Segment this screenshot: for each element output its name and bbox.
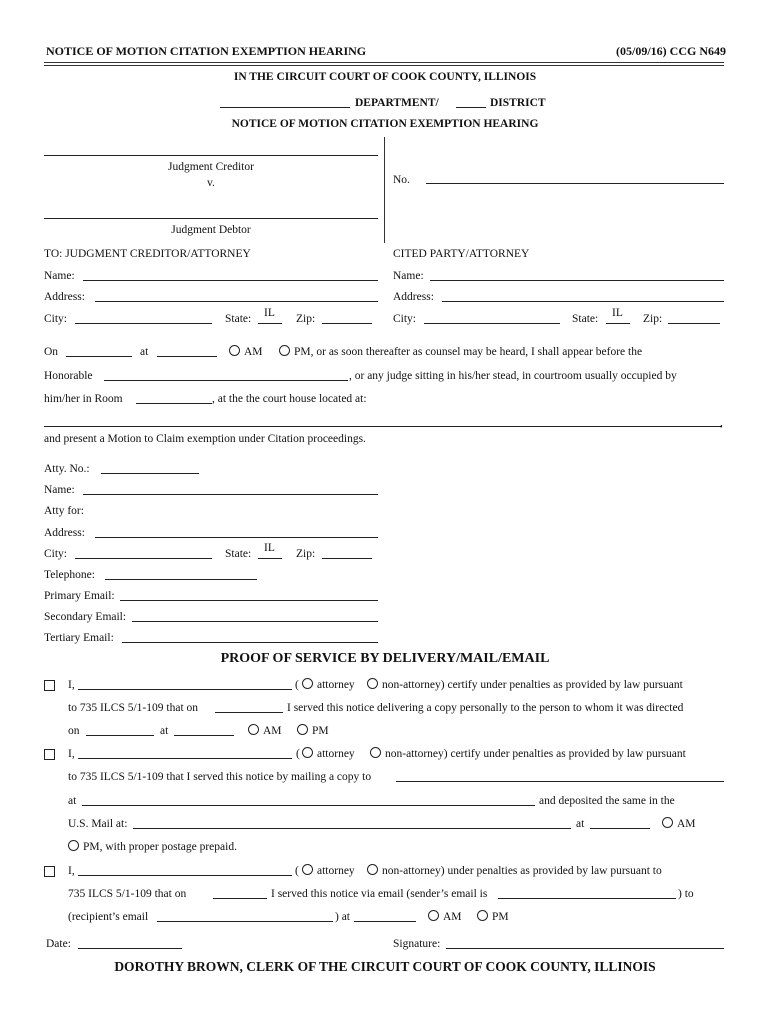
delivery-non-attorney-option[interactable]: [367, 678, 683, 692]
mail-non-attorney-option[interactable]: [370, 747, 686, 761]
email-attorney-label: attorney: [317, 865, 355, 877]
creditor-state-field[interactable]: [258, 323, 282, 324]
creditor-city-field[interactable]: [75, 323, 212, 324]
atty-zip-field[interactable]: [322, 558, 372, 559]
delivery-on-label: on: [68, 725, 80, 737]
primary-email-label: Primary Email:: [44, 590, 115, 602]
cited-party-heading: CITED PARTY/ATTORNEY: [393, 248, 530, 260]
cited-zip-field[interactable]: [668, 323, 720, 324]
address-comma: ,: [720, 417, 723, 429]
non-attorney-radio-icon[interactable]: [370, 747, 381, 758]
mail-location-field[interactable]: [133, 828, 571, 829]
email-to-text: ) to: [678, 888, 694, 900]
courthouse-label: , at the the court house located at:: [212, 393, 367, 405]
email-name-field[interactable]: [78, 875, 292, 876]
pm-radio-icon[interactable]: [68, 840, 79, 851]
email-attorney-option[interactable]: [302, 864, 355, 878]
email-non-attorney-option[interactable]: [367, 864, 662, 878]
email-paren-open: (: [295, 865, 299, 877]
cited-city-label: City:: [393, 313, 417, 325]
email-served-date-field[interactable]: [213, 898, 267, 899]
mail-paren-open: (: [296, 748, 300, 760]
hearing-date-field[interactable]: [66, 356, 132, 357]
delivery-checkbox[interactable]: [44, 680, 55, 691]
mail-recipient-field[interactable]: [396, 781, 724, 782]
atty-address-field[interactable]: [95, 537, 378, 538]
department-label: DEPARTMENT/: [355, 97, 439, 109]
cited-address-label: Address:: [393, 291, 434, 303]
mail-name-field[interactable]: [78, 758, 292, 759]
judgment-creditor-field[interactable]: [44, 155, 378, 156]
notice-title: NOTICE OF MOTION CITATION EXEMPTION HEARING: [231, 118, 539, 130]
mail-time-field[interactable]: [590, 828, 650, 829]
deposited-text: and deposited the same in the: [539, 795, 675, 807]
atty-zip-label: Zip:: [296, 548, 316, 560]
cited-name-label: Name:: [393, 270, 424, 282]
mail-am-option[interactable]: [662, 817, 696, 831]
hearing-pm-option[interactable]: [279, 345, 642, 359]
delivery-at-label: at: [160, 725, 169, 737]
court-name: IN THE CIRCUIT COURT OF COOK COUNTY, ILLINOIS: [233, 71, 537, 83]
delivery-pm-label: PM: [312, 725, 329, 737]
signature-field[interactable]: [446, 948, 724, 949]
creditor-city-label: City:: [44, 313, 68, 325]
recipient-email-field[interactable]: [157, 921, 333, 922]
creditor-address-field[interactable]: [95, 301, 378, 302]
atty-name-label: Name:: [44, 484, 75, 496]
mail-pm-postage-text: PM, with proper postage prepaid.: [83, 841, 237, 853]
pm-radio-icon[interactable]: [477, 910, 488, 921]
judgment-creditor-label: Judgment Creditor: [168, 161, 254, 173]
mail-attorney-label: attorney: [317, 748, 355, 760]
primary-email-field[interactable]: [120, 600, 378, 601]
email-i-label: I,: [68, 865, 75, 877]
email-statute-text: 735 ILCS 5/1-109 that on: [68, 888, 187, 900]
delivery-name-field[interactable]: [78, 689, 292, 690]
mail-attorney-option[interactable]: [302, 747, 355, 761]
email-am-option[interactable]: [428, 910, 462, 924]
creditor-state-label: State:: [225, 313, 252, 325]
delivery-on-field[interactable]: [86, 735, 154, 736]
delivery-am-option[interactable]: [248, 724, 282, 738]
room-label: him/her in Room: [44, 393, 123, 405]
creditor-name-field[interactable]: [83, 280, 378, 281]
creditor-zip-field[interactable]: [322, 323, 372, 324]
cited-zip-label: Zip:: [643, 313, 663, 325]
delivery-time-field[interactable]: [174, 735, 234, 736]
header-rule-bottom: [44, 65, 724, 66]
judge-name-field[interactable]: [104, 380, 348, 381]
cited-address-field[interactable]: [442, 301, 724, 302]
attorney-radio-icon[interactable]: [302, 678, 313, 689]
tertiary-email-field[interactable]: [122, 642, 378, 643]
hearing-am-label: AM: [244, 346, 263, 358]
am-radio-icon[interactable]: [248, 724, 259, 735]
parties-divider: [384, 137, 385, 243]
delivery-attorney-option[interactable]: [302, 678, 355, 692]
pm-radio-icon[interactable]: [297, 724, 308, 735]
cited-state-value: IL: [612, 307, 623, 319]
am-radio-icon[interactable]: [428, 910, 439, 921]
email-non-attorney-text: non-attorney) under penalties as provided by law pursuant to: [382, 865, 662, 877]
room-field[interactable]: [136, 403, 212, 404]
creditor-zip-label: Zip:: [296, 313, 316, 325]
form-title: NOTICE OF MOTION CITATION EXEMPTION HEARING: [46, 44, 367, 58]
judgment-debtor-field[interactable]: [44, 218, 378, 219]
telephone-field[interactable]: [105, 579, 257, 580]
secondary-email-field[interactable]: [132, 621, 378, 622]
atty-state-label: State:: [225, 548, 252, 560]
attorney-radio-icon[interactable]: [302, 864, 313, 875]
creditor-attorney-heading: TO: JUDGMENT CREDITOR/ATTORNEY: [44, 248, 251, 260]
non-attorney-radio-icon[interactable]: [367, 678, 378, 689]
atty-city-field[interactable]: [75, 558, 212, 559]
hearing-time-field[interactable]: [157, 356, 217, 357]
case-no-label: No.: [393, 174, 410, 186]
creditor-name-label: Name:: [44, 270, 75, 282]
mail-i-label: I,: [68, 748, 75, 760]
mail-address-field[interactable]: [82, 805, 535, 806]
pm-radio-icon[interactable]: [279, 345, 290, 356]
mail-checkbox[interactable]: [44, 749, 55, 760]
us-mail-label: U.S. Mail at:: [68, 818, 128, 830]
atty-no-field[interactable]: [101, 473, 199, 474]
atty-no-label: Atty. No.:: [44, 463, 90, 475]
delivery-am-label: AM: [263, 725, 282, 737]
email-time-field[interactable]: [354, 921, 416, 922]
on-label: On: [44, 346, 59, 358]
mail-non-attorney-text: non-attorney) certify under penalties as provided by law pursuant: [385, 748, 686, 760]
honorable-label: Honorable: [44, 370, 93, 382]
tertiary-email-label: Tertiary Email:: [44, 632, 114, 644]
judgment-debtor-label: Judgment Debtor: [171, 224, 251, 236]
creditor-state-value: IL: [264, 307, 275, 319]
delivery-pm-option[interactable]: [297, 724, 329, 738]
email-pm-label: PM: [492, 911, 509, 923]
judge-stead-text: , or any judge sitting in his/her stead, in courtroom usually occupied by: [349, 370, 677, 382]
telephone-label: Telephone:: [44, 569, 95, 581]
mail-pm-option[interactable]: [68, 840, 237, 854]
am-radio-icon[interactable]: [662, 817, 673, 828]
email-am-label: AM: [443, 911, 462, 923]
atty-for-label: Atty for:: [44, 505, 84, 517]
form-code: (05/09/16) CCG N649: [616, 44, 726, 58]
mail-at-label: at: [68, 795, 77, 807]
clerk-footer: DOROTHY BROWN, CLERK OF THE CIRCUIT COURT OF COOK COUNTY, ILLINOIS: [114, 959, 656, 974]
email-pm-option[interactable]: [477, 910, 509, 924]
am-radio-icon[interactable]: [229, 345, 240, 356]
delivery-non-attorney-text: non-attorney) certify under penalties as provided by law pursuant: [382, 679, 683, 691]
hearing-pm-text: PM, or as soon thereafter as counsel may be heard, I shall appear before the: [294, 346, 643, 358]
recipient-email-label: (recipient’s email: [68, 911, 149, 923]
delivery-served-date-field[interactable]: [215, 712, 283, 713]
creditor-address-label: Address:: [44, 291, 85, 303]
delivery-served-text: I served this notice delivering a copy personally to the person to whom it was directed: [287, 702, 684, 714]
courthouse-address-field[interactable]: [44, 426, 722, 427]
at-label: at: [140, 346, 149, 358]
case-number-field[interactable]: [426, 183, 724, 184]
secondary-email-label: Secondary Email:: [44, 611, 127, 623]
motion-text: and present a Motion to Claim exemption under Citation proceedings.: [44, 433, 366, 445]
email-served-text: I served this notice via email (sender’s email is: [271, 888, 488, 900]
signature-label: Signature:: [393, 938, 441, 950]
atty-city-label: City:: [44, 548, 68, 560]
cited-city-field[interactable]: [424, 323, 560, 324]
email-checkbox[interactable]: [44, 866, 55, 877]
delivery-i-label: I,: [68, 679, 75, 691]
delivery-attorney-label: attorney: [317, 679, 355, 691]
header-rule-top: [44, 62, 724, 63]
mail-at2-label: at: [576, 818, 585, 830]
department-field[interactable]: [220, 107, 350, 108]
atty-name-field[interactable]: [83, 494, 378, 495]
district-field[interactable]: [456, 107, 486, 108]
cited-name-field[interactable]: [430, 280, 724, 281]
attorney-radio-icon[interactable]: [302, 747, 313, 758]
atty-state-value: IL: [264, 542, 275, 554]
date-field[interactable]: [78, 948, 182, 949]
cited-state-label: State:: [572, 313, 599, 325]
delivery-statute-text: to 735 ILCS 5/1-109 that on: [68, 702, 199, 714]
date-label: Date:: [46, 938, 71, 950]
sender-email-field[interactable]: [498, 898, 676, 899]
atty-state-field[interactable]: [258, 558, 282, 559]
versus-label: v.: [207, 177, 215, 189]
cited-state-field[interactable]: [606, 323, 630, 324]
district-label: DISTRICT: [490, 97, 546, 109]
atty-address-label: Address:: [44, 527, 85, 539]
mail-am-label: AM: [677, 818, 696, 830]
email-at-label: ) at: [335, 911, 351, 923]
non-attorney-radio-icon[interactable]: [367, 864, 378, 875]
hearing-am-option[interactable]: [229, 345, 263, 359]
mail-statute-text: to 735 ILCS 5/1-109 that I served this notice by mailing a copy to: [68, 771, 372, 783]
proof-of-service-title: PROOF OF SERVICE BY DELIVERY/MAIL/EMAIL: [220, 651, 550, 666]
delivery-paren-open: (: [295, 679, 299, 691]
